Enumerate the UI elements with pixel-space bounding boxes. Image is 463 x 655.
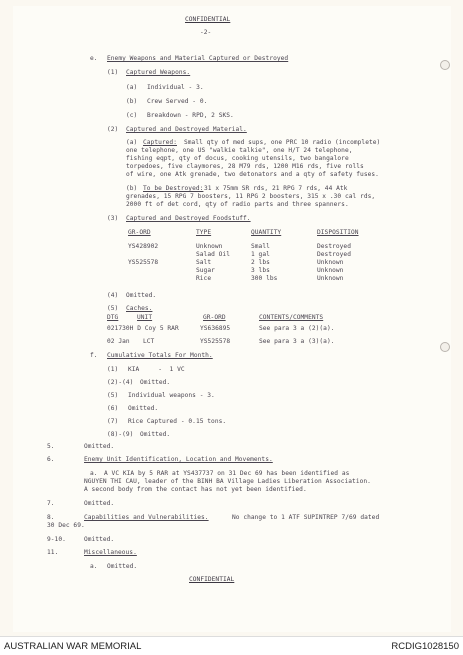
- para-6-title: Enemy Unit Identification, Location and Movements.: [84, 456, 273, 463]
- para-8-line-2: 30 Dec 69.: [47, 522, 85, 529]
- para-8-text: No change to 1 ATF SUPINTREP 7/69 dated: [232, 514, 380, 521]
- destroyed-line-1: 31 x 75mm SR rds, 21 RPG 7 rds, 44 Atk: [204, 185, 348, 192]
- f-item-number: (2)-(4): [107, 379, 134, 386]
- archive-id: RCDIG1028150: [391, 641, 459, 652]
- food-cell: Unknown: [317, 267, 344, 274]
- food-col-disposition: DISPOSITION: [317, 229, 359, 236]
- sub-5-title: Caches.: [126, 305, 153, 312]
- para-9-10-number: 9-10.: [47, 536, 66, 543]
- cache-cell: YS636895: [200, 325, 231, 332]
- section-e-title: Enemy Weapons and Material Captured or Destroyed: [107, 55, 289, 62]
- sub-1-number: (1): [107, 69, 119, 76]
- sub-1c-number: (c): [126, 112, 138, 119]
- food-cell: 2 lbs: [251, 259, 270, 266]
- captured-line-4: torpedoes, five claymores, 28 M79 rds, 1200 M16 rds, five rolls: [126, 163, 364, 170]
- food-cell: 300 lbs: [251, 275, 278, 282]
- f-item-text: Omitted.: [128, 405, 159, 412]
- para-6-line-2: NGUYEN THI CAU, leader of the BINH BA Village Ladies Liberation Association.: [84, 478, 371, 485]
- archive-name: AUSTRALIAN WAR MEMORIAL: [4, 641, 142, 652]
- para-7-text: Omitted.: [84, 500, 115, 507]
- sub-3-number: (3): [107, 215, 119, 222]
- captured-line-2: one telephone, one US "walkie talkie", one H/T 24 telephone,: [126, 147, 353, 154]
- food-cell: YS525578: [128, 259, 159, 266]
- cache-cell: See para 3 a (3)(a).: [259, 338, 335, 345]
- cache-cell: See para 3 a (2)(a).: [259, 325, 335, 332]
- food-cell: Salad Oil: [196, 251, 230, 258]
- food-col-type: TYPE: [196, 229, 212, 236]
- document-page: [13, 6, 451, 632]
- food-cell: 3 lbs: [251, 267, 270, 274]
- archive-caption-bar: [0, 636, 463, 655]
- food-cell: Destroyed: [317, 243, 351, 250]
- f-item-text: Omitted.: [140, 379, 171, 386]
- classification-footer: CONFIDENTIAL: [189, 576, 235, 583]
- para-6-line-3: A second body from the contact has not yet been identified.: [84, 486, 307, 493]
- food-col-quantity: QUANTITY: [251, 229, 282, 236]
- section-e-number: e.: [90, 55, 98, 62]
- food-cell: YS428902: [128, 243, 159, 250]
- sub-4-text: Omitted.: [126, 292, 157, 299]
- para-5-text: Omitted.: [84, 443, 115, 450]
- food-cell: 1 gal: [251, 251, 270, 258]
- f-item-number: (7): [107, 418, 119, 425]
- captured-line-3: fishing eqpt, qty of docus, cooking utensils, two bangalore: [126, 155, 349, 162]
- page-number: -2-: [200, 29, 212, 36]
- cache-col-unit: UNIT: [137, 314, 153, 321]
- para-11-title: Miscellaneous.: [84, 549, 137, 556]
- cache-cell: 021730H D Coy 5 RAR: [107, 325, 179, 332]
- food-cell: Destroyed: [317, 251, 351, 258]
- food-cell: Unknown: [317, 275, 344, 282]
- f-item-number: (8)-(9): [107, 431, 134, 438]
- sub-1b-text: Crew Served - 0.: [147, 98, 208, 105]
- section-f-number: f.: [90, 352, 98, 359]
- f-item-text: KIA - 1 VC: [128, 366, 185, 373]
- section-f-title: Cumulative Totals For Month.: [107, 352, 213, 359]
- sub-1b-number: (b): [126, 98, 138, 105]
- punch-hole-top: [440, 60, 450, 70]
- f-item-number: (5): [107, 392, 119, 399]
- sub-2-number: (2): [107, 126, 119, 133]
- para-11-number: 11.: [47, 549, 59, 556]
- cache-col-contents: CONTENTS/COMMENTS: [259, 314, 324, 321]
- sub-1a-number: (a): [126, 84, 138, 91]
- cache-cell: 02 Jan: [107, 338, 130, 345]
- sub-2a-title: Captured:: [143, 139, 177, 146]
- para-11a-text: Omitted.: [107, 563, 138, 570]
- para-9-10-text: Omitted.: [84, 536, 115, 543]
- food-col-grord: GR-ORD: [128, 229, 151, 236]
- cache-cell: YS525578: [200, 338, 231, 345]
- food-cell: Small: [251, 243, 270, 250]
- para-5-number: 5.: [47, 443, 55, 450]
- f-item-number: (6): [107, 405, 119, 412]
- para-8-number: 8.: [47, 514, 55, 521]
- sub-5-number: (5): [107, 305, 119, 312]
- punch-hole-bottom: [440, 342, 450, 352]
- para-8-title: Capabilities and Vulnerabilities.: [84, 514, 209, 521]
- food-cell: Salt: [196, 259, 212, 266]
- sub-1-title: Captured Weapons.: [126, 69, 191, 76]
- para-11a-number: a.: [90, 563, 98, 570]
- destroyed-line-2: grenades, 15 RPG 7 boosters, 11 RPG 2 boosters, 315 x .30 cal rds,: [126, 193, 376, 200]
- sub-2b-number: (b): [126, 185, 138, 192]
- para-6a-number: a.: [90, 470, 98, 477]
- sub-2b-title: To be Destroyed:: [143, 185, 204, 192]
- destroyed-line-3: 2000 ft of det cord, qty of radio parts and three spanners.: [126, 201, 349, 208]
- sub-4-number: (4): [107, 292, 119, 299]
- para-6-line-1: A VC KIA by 5 RAR at YS437737 on 31 Dec 69 has been identified as: [104, 470, 350, 477]
- sub-1c-text: Breakdown - RPD, 2 SKS.: [147, 112, 234, 119]
- cache-col-grord: GR-ORD: [203, 314, 226, 321]
- food-cell: Rice: [196, 275, 212, 282]
- food-cell: Unknown: [196, 243, 223, 250]
- f-item-text: Rice Captured - 0.15 tons.: [128, 418, 227, 425]
- f-item-number: (1): [107, 366, 119, 373]
- sub-3-title: Captured and Destroyed Foodstuff.: [126, 215, 251, 222]
- cache-cell: LCT: [143, 338, 155, 345]
- f-item-text: Omitted.: [140, 431, 171, 438]
- sub-2a-number: (a): [126, 139, 138, 146]
- captured-line-5: of wire, one Atk grenade, two detonators and a qty of safety fuses.: [126, 171, 379, 178]
- para-7-number: 7.: [47, 500, 55, 507]
- captured-line-1: Small qty of med sups, one PRC 10 radio (incomplete): [184, 139, 381, 146]
- para-6-number: 6.: [47, 456, 55, 463]
- classification-header: CONFIDENTIAL: [185, 16, 231, 23]
- sub-1a-text: Individual - 3.: [147, 84, 204, 91]
- cache-col-dtg: DTG: [107, 314, 119, 321]
- f-item-text: Individual weapons - 3.: [128, 392, 215, 399]
- food-cell: Unknown: [317, 259, 344, 266]
- sub-2-title: Captured and Destroyed Material.: [126, 126, 247, 133]
- food-cell: Sugar: [196, 267, 215, 274]
